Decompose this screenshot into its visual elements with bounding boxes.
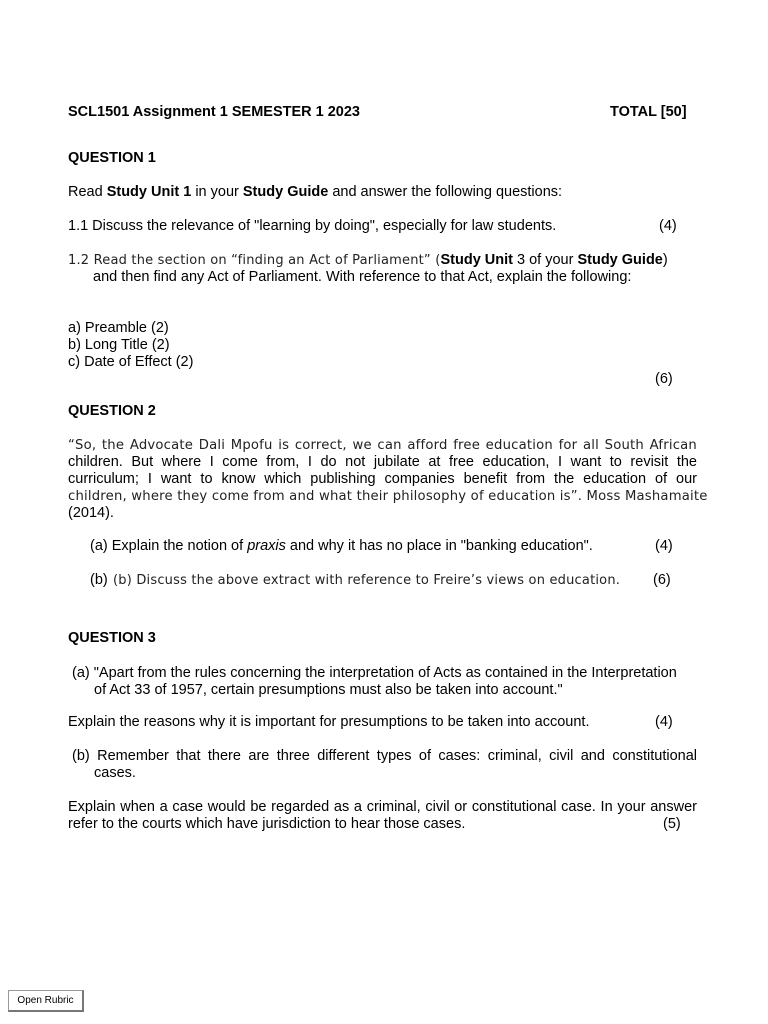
question-2a-mark: (4) (655, 538, 673, 554)
question-3b-line-1: (b) Remember that there are three different types of cases: criminal, civil and constitutional (72, 748, 697, 764)
subitem-long-title: b) Long Title (2) (68, 337, 170, 353)
quote-line-3: curriculum; I want to know which publishing companies benefit from the education of our (68, 471, 697, 487)
question-2a-text-1: (a) Explain the notion of (90, 538, 248, 554)
item-1-2-text-a: 1.2 Read the section on “finding an Act of Parliament” ( (68, 253, 441, 268)
assignment-title: SCL1501 Assignment 1 SEMESTER 1 2023 (68, 104, 360, 120)
question-1-heading: QUESTION 1 (68, 150, 156, 166)
question-2b-mark: (6) (653, 572, 671, 588)
item-1-2-study-guide: Study Guide (577, 252, 663, 268)
subitem-preamble: a) Preamble (2) (68, 320, 169, 336)
intro-study-guide: Study Guide (242, 184, 329, 200)
intro-text-1: Read (68, 184, 107, 200)
question-2a (90, 538, 593, 555)
item-1-2-text-e: ) (662, 252, 668, 268)
open-rubric-button[interactable]: Open Rubric (8, 990, 84, 1012)
intro-text-2: in your (191, 184, 243, 200)
question-3b-explain-line-1: Explain when a case would be regarded as a criminal, civil or constitutional case. In your answer (68, 799, 697, 815)
question-2a-text-2: and why it has no place in "banking education". (285, 538, 593, 554)
item-1-1-text: 1.1 Discuss the relevance of "learning by doing", especially for law students. (68, 218, 557, 234)
question-3a-explain: Explain the reasons why it is important for presumptions to be taken into account. (68, 714, 590, 730)
question-2b-prefix: (b) (90, 572, 108, 588)
item-1-2-mark: (6) (655, 371, 673, 387)
question-3-heading: QUESTION 3 (68, 630, 156, 646)
question-2-heading: QUESTION 2 (68, 403, 156, 419)
item-1-2-line-1 (68, 252, 668, 269)
question-3a-line-1: (a) "Apart from the rules concerning the interpretation of Acts as contained in the Interpretation (72, 665, 677, 681)
question-2b-text: (b) Discuss the above extract with reference to Freire’s views on education. (113, 573, 621, 588)
quote-line-4: children, where they come from and what their philosophy of education is”. Moss Mashamaite (68, 489, 708, 504)
item-1-2-line-2: and then find any Act of Parliament. With reference to that Act, explain the following: (93, 269, 632, 285)
question-1-intro (68, 184, 562, 201)
item-1-2-study-unit: Study Unit (440, 252, 513, 268)
question-3b-explain-line-2: refer to the courts which have jurisdiction to hear those cases. (68, 816, 466, 832)
question-3b-mark: (5) (663, 816, 681, 832)
intro-study-unit: Study Unit 1 (106, 184, 192, 200)
item-1-1-mark: (4) (659, 218, 677, 234)
intro-text-3: and answer the following questions: (328, 184, 563, 200)
question-3b-line-2: cases. (94, 765, 136, 781)
quote-line-5: (2014). (68, 505, 114, 521)
question-2a-praxis: praxis (247, 538, 286, 554)
quote-line-2: children. But where I come from, I do not jubilate at free education, I want to revisit the (68, 454, 697, 470)
question-3a-mark: (4) (655, 714, 673, 730)
quote-line-1: “So, the Advocate Dali Mpofu is correct, we can afford free education for all South African (68, 438, 697, 453)
subitem-date-of-effect: c) Date of Effect (2) (68, 354, 194, 370)
total-marks: TOTAL [50] (610, 104, 687, 120)
question-3a-line-2: of Act 33 of 1957, certain presumptions must also be taken into account." (94, 682, 563, 698)
question-2b (90, 572, 108, 589)
item-1-2-text-c: 3 of your (512, 252, 578, 268)
